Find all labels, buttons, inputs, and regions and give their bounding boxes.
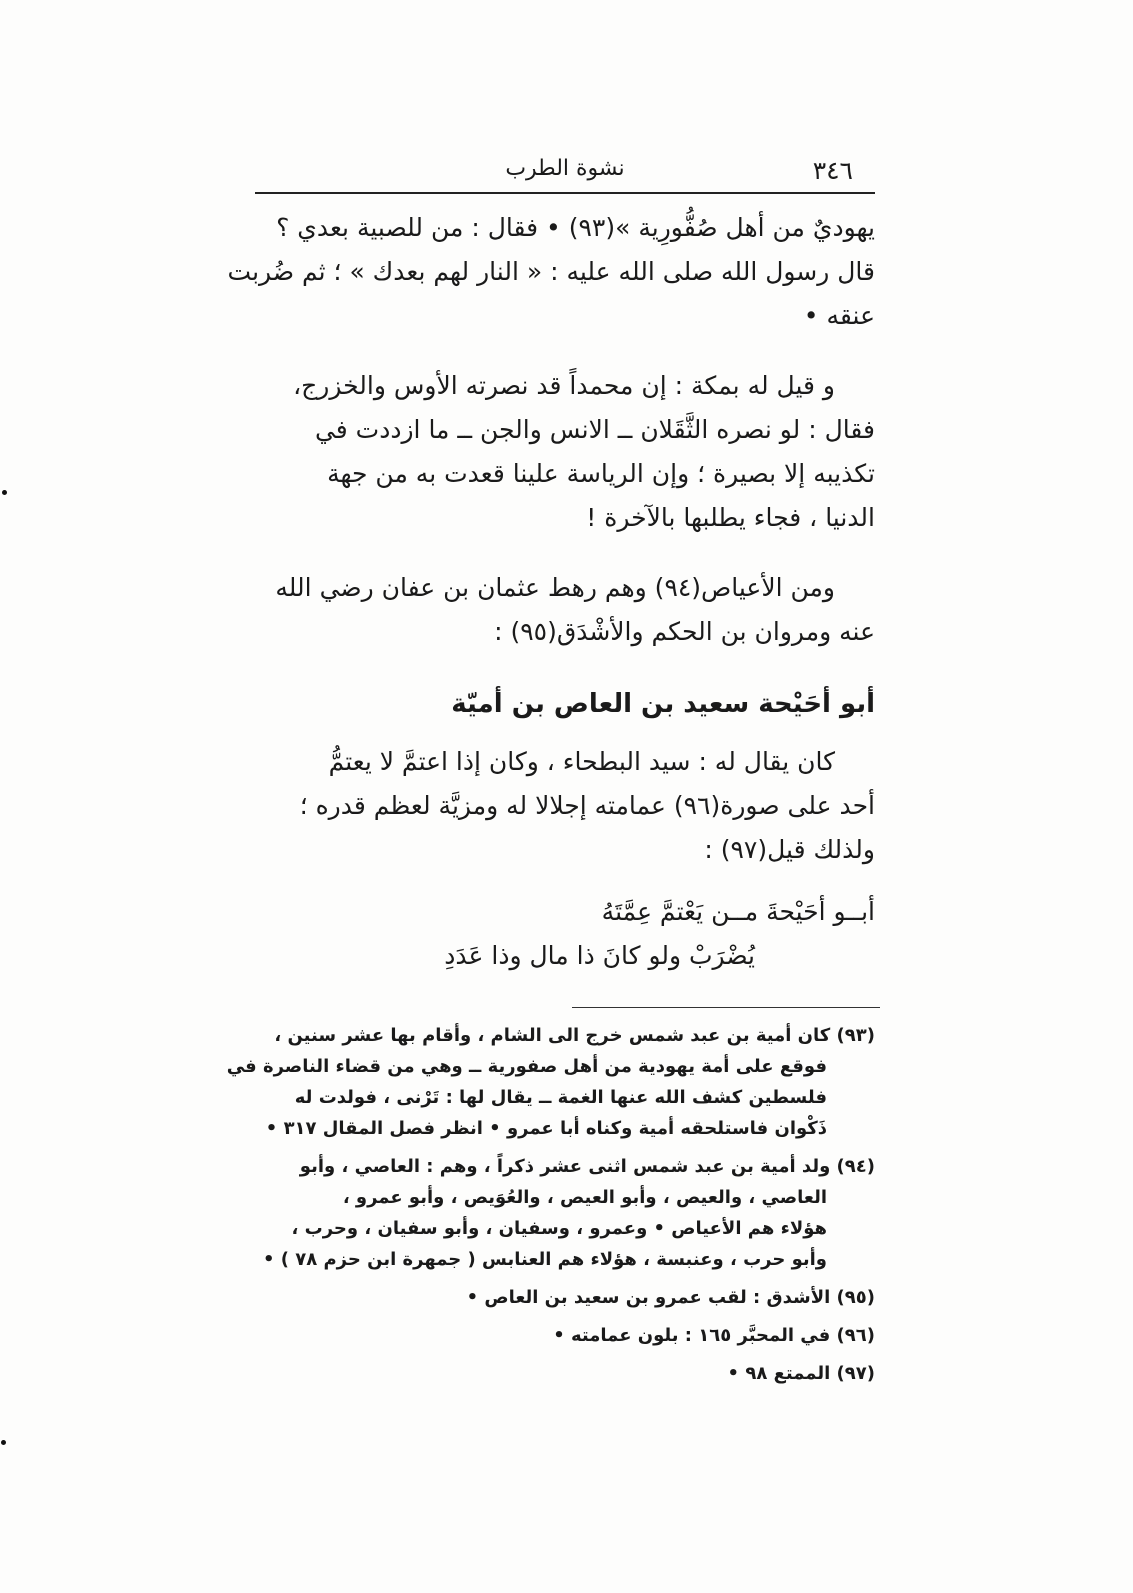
paragraph-2 [250, 364, 875, 540]
paragraph-3 [250, 566, 875, 654]
running-title: نشوة الطرب [505, 156, 625, 181]
verse [250, 890, 875, 978]
footnote-line: (٩٣) كان أمية بن عبد شمس خرج الى الشام ، وأقام بها عشر سنين ، [274, 1025, 875, 1046]
footnote-line: (٩٥) الأشدق : لقب عمرو بن سعيد بن العاص • [466, 1287, 875, 1308]
footnote-93 [226, 1020, 875, 1144]
footnote-line: العاصي ، والعيص ، وأبو العيص ، والعُوَيص ، وأبو عمرو ، [342, 1187, 827, 1208]
paragraph-1 [227, 206, 875, 338]
section-heading: أبو أحَيْحة سعيد بن العاص بن أميّة [451, 689, 875, 719]
footnote-94 [250, 1151, 875, 1275]
footnote-96 [250, 1320, 875, 1351]
paragraph-4 [250, 740, 875, 872]
text-line: عنه ومروان بن الحكم والأشْدَق(٩٥) : [494, 617, 875, 646]
text-line: ومن الأعياص(٩٤) وهم رهط عثمان بن عفان رضي الله [275, 573, 835, 602]
footnotes [226, 1020, 875, 1396]
footnote-divider [572, 1007, 880, 1008]
footnote-line: (٩٦) في المحبَّر ١٦٥ : بلون عمامته • [553, 1325, 875, 1346]
verse-second-hemistich: يُضْرَبْ ولو كانَ ذا مال وذا عَدَدِ [444, 941, 755, 970]
footnote-95 [250, 1282, 875, 1313]
footnote-line: ذَكْوان فاستلحقه أمية وكناه أبا عمرو • انظر فصل المقال ٣١٧ • [265, 1118, 827, 1139]
text-line: عنقه • [803, 301, 875, 330]
verse-first-hemistich: أبــو أحَيْحةَ مــن يَعْتمَّ عِمَّتَهُ [601, 897, 875, 926]
footnote-line: وأبو حرب ، وعنبسة ، هؤلاء هم العنابس ( جمهرة ابن حزم ٧٨ ) • [262, 1249, 827, 1270]
footnote-line: هؤلاء هم الأعياص • وعمرو ، وسفيان ، وأبو سفيان ، وحرب ، [291, 1218, 827, 1239]
footnote-line: (٩٧) الممتع ٩٨ • [727, 1363, 875, 1384]
scan-speck [1, 1440, 6, 1445]
text-line: فقال : لو نصره الثَّقَلان ــ الانس والجن ــ ما ازددت في [314, 415, 875, 444]
footnote-line: فوقع على أمة يهودية من أهل صفورية ــ وهي من قضاء الناصرة في [226, 1056, 827, 1077]
footnote-97 [250, 1358, 875, 1389]
text-line: أحد على صورة(٩٦) عمامته إجلالا له ومزيَّة لعظم قدره ؛ [299, 791, 875, 820]
footnote-line: (٩٤) ولد أمية بن عبد شمس اثنى عشر ذكراً ، وهم : العاصي ، وأبو [299, 1156, 875, 1177]
text-line: قال رسول الله صلى الله عليه : « النار لهم بعدك » ؛ ثم ضُربت [227, 257, 875, 286]
text-line: ولذلك قيل(٩٧) : [704, 835, 875, 864]
text-line: الدنيا ، فجاء يطلبها بالآخرة ! [586, 503, 875, 532]
text-line: يهوديٌ من أهل صُفُّورِية »(٩٣) • فقال : من للصبية بعدي ؟ [276, 213, 875, 242]
section-heading-block [250, 682, 875, 726]
page-header [255, 150, 875, 194]
text-line: و قيل له بمكة : إن محمداً قد نصرته الأوس والخزرج، [293, 371, 835, 400]
scan-speck [2, 490, 7, 495]
text-line: كان يقال له : سيد البطحاء ، وكان إذا اعتمَّ لا يعتمُّ [328, 747, 835, 776]
footnote-line: فلسطين كشف الله عنها الغمة ــ يقال لها : تَرْنى ، فولدت له [294, 1087, 827, 1108]
text-line: تكذيبه إلا بصيرة ؛ وإن الرياسة علينا قعدت به من جهة [327, 459, 875, 488]
page-number: ٣٤٦ [812, 156, 853, 185]
